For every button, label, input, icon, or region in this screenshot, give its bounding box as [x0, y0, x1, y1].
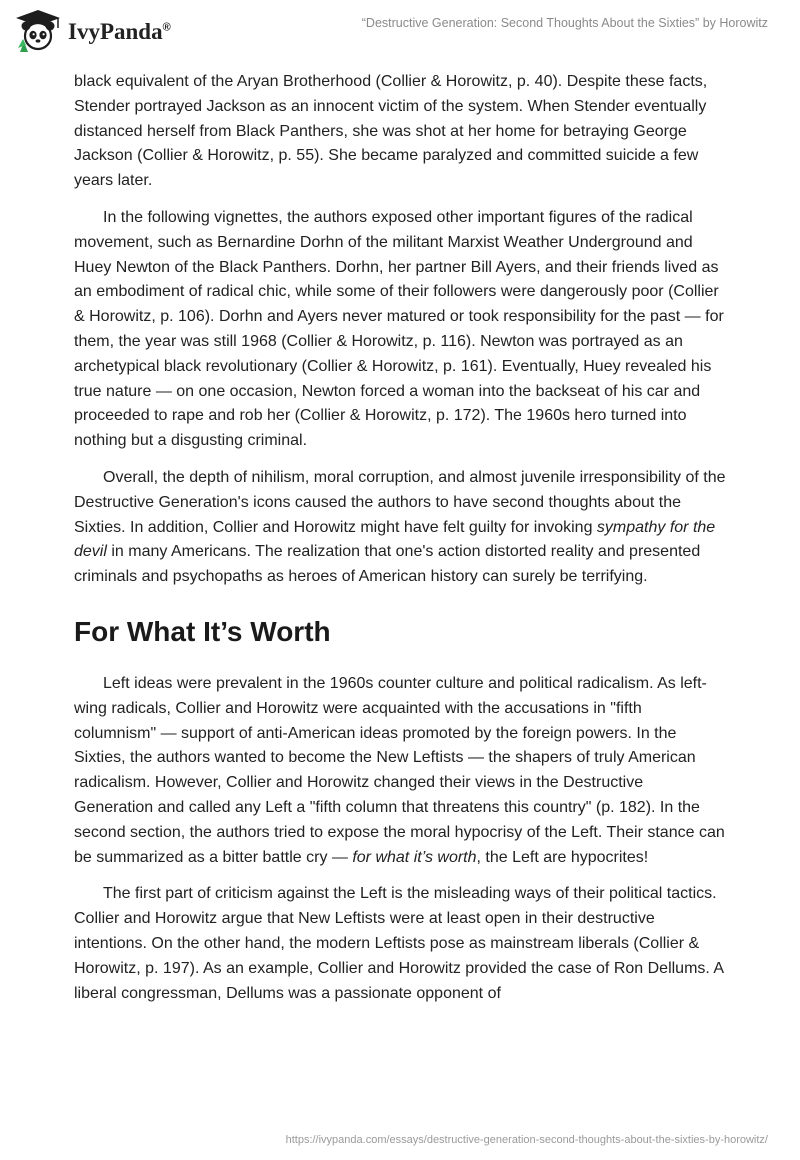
- paragraph-4-emphasis: for what it’s worth: [352, 848, 477, 866]
- document-title: “Destructive Generation: Second Thoughts About the Sixties” by Horowitz: [361, 16, 768, 30]
- paragraph-4-text-b: , the Left are hypocrites!: [476, 848, 649, 866]
- logo[interactable]: [14, 8, 171, 52]
- paragraph-1: black equivalent of the Aryan Brotherhood (Collier & Horowitz, p. 40). Despite these facts, Stender portrayed Jackson as an innocent victim of the system. When Stender eventually distanced herself from Black Panthers, she was shot at her home for betraying George Jackson (Collier & Horowitz, p. 55). She became paralyzed and committed suicide a few years later.: [74, 73, 708, 190]
- paragraph-3: [74, 466, 726, 590]
- essay-body: [74, 70, 726, 1018]
- paragraph-5: The first part of criticism against the Left is the misleading ways of their political tactics. Collier and Horowitz argue that New Leftists were at least open in their destructive intentions. On the other hand, the modern Leftists pose as mainstream liberals (Collier & Horowitz, p. 197). As an example, Collier and Horowitz provided the case of Ron Dellums. A liberal congressman, Dellums was a passionate opponent of: [74, 885, 724, 1002]
- paragraph-4: [74, 672, 726, 870]
- paragraph-3-text-a: Overall, the depth of nihilism, moral corruption, and almost juvenile irresponsibility of the Destructive Generation's icons caused the authors to have second thoughts about the Sixties. In addition, Collier and Horowitz might have felt guilty for invoking: [74, 468, 726, 536]
- panda-graduate-icon: [14, 8, 62, 52]
- paragraph-4-text-a: Left ideas were prevalent in the 1960s counter culture and political radicalism. As left-wing radicals, Collier and Horowitz were acquainted with the accusations in "fifth columnism" — support of anti-American ideas promoted by the foreign powers. In the Sixties, the authors wanted to become the New Leftists — the shapers of truly American radicalism. However, Collier and Horowitz changed their views in the Destructive Generation and called any Left a "fifth column that threatens this country" (p. 182). In the second section, the authors tried to expose the moral hypocrisy of the Left. Their stance can be summarized as a bitter battle cry —: [74, 674, 725, 866]
- paragraph-2: In the following vignettes, the authors exposed other important figures of the radical movement, such as Bernardine Dorhn of the militant Marxist Weather Underground and Huey Newton of the Black Panthers. Dorhn, her partner Bill Ayers, and their friends lived as an embodiment of radical chic, while some of their followers were dangerously poor (Collier & Horowitz, p. 106). Dorhn and Ayers never matured or took responsibility for the past — for them, the year was still 1968 (Collier & Horowitz, p. 116). Newton was portrayed as an archetypical black revolutionary (Collier & Horowitz, p. 161). Eventually, Huey revealed his true nature — on one occasion, Newton forced a woman into the backseat of his car and proceeded to rape and rob her (Collier & Horowitz, p. 172). The 1960s hero turned into nothing but a disgusting criminal.: [74, 208, 724, 450]
- logo-name: IvyPanda: [68, 19, 163, 44]
- section-heading: For What It’s Worth: [74, 615, 331, 647]
- logo-text: [68, 19, 171, 45]
- page-header: [0, 0, 800, 64]
- registered-mark: ®: [162, 21, 171, 34]
- source-url[interactable]: https://ivypanda.com/essays/destructive-generation-second-thoughts-about-the-sixties-by-horowitz/: [285, 1134, 768, 1146]
- paragraph-3-emphasis: sympathy for the devil: [74, 518, 716, 561]
- paragraph-3-text-b: in many Americans. The realization that one's action distorted reality and presented criminals and psychopaths as heroes of American history can surely be terrifying.: [74, 543, 701, 586]
